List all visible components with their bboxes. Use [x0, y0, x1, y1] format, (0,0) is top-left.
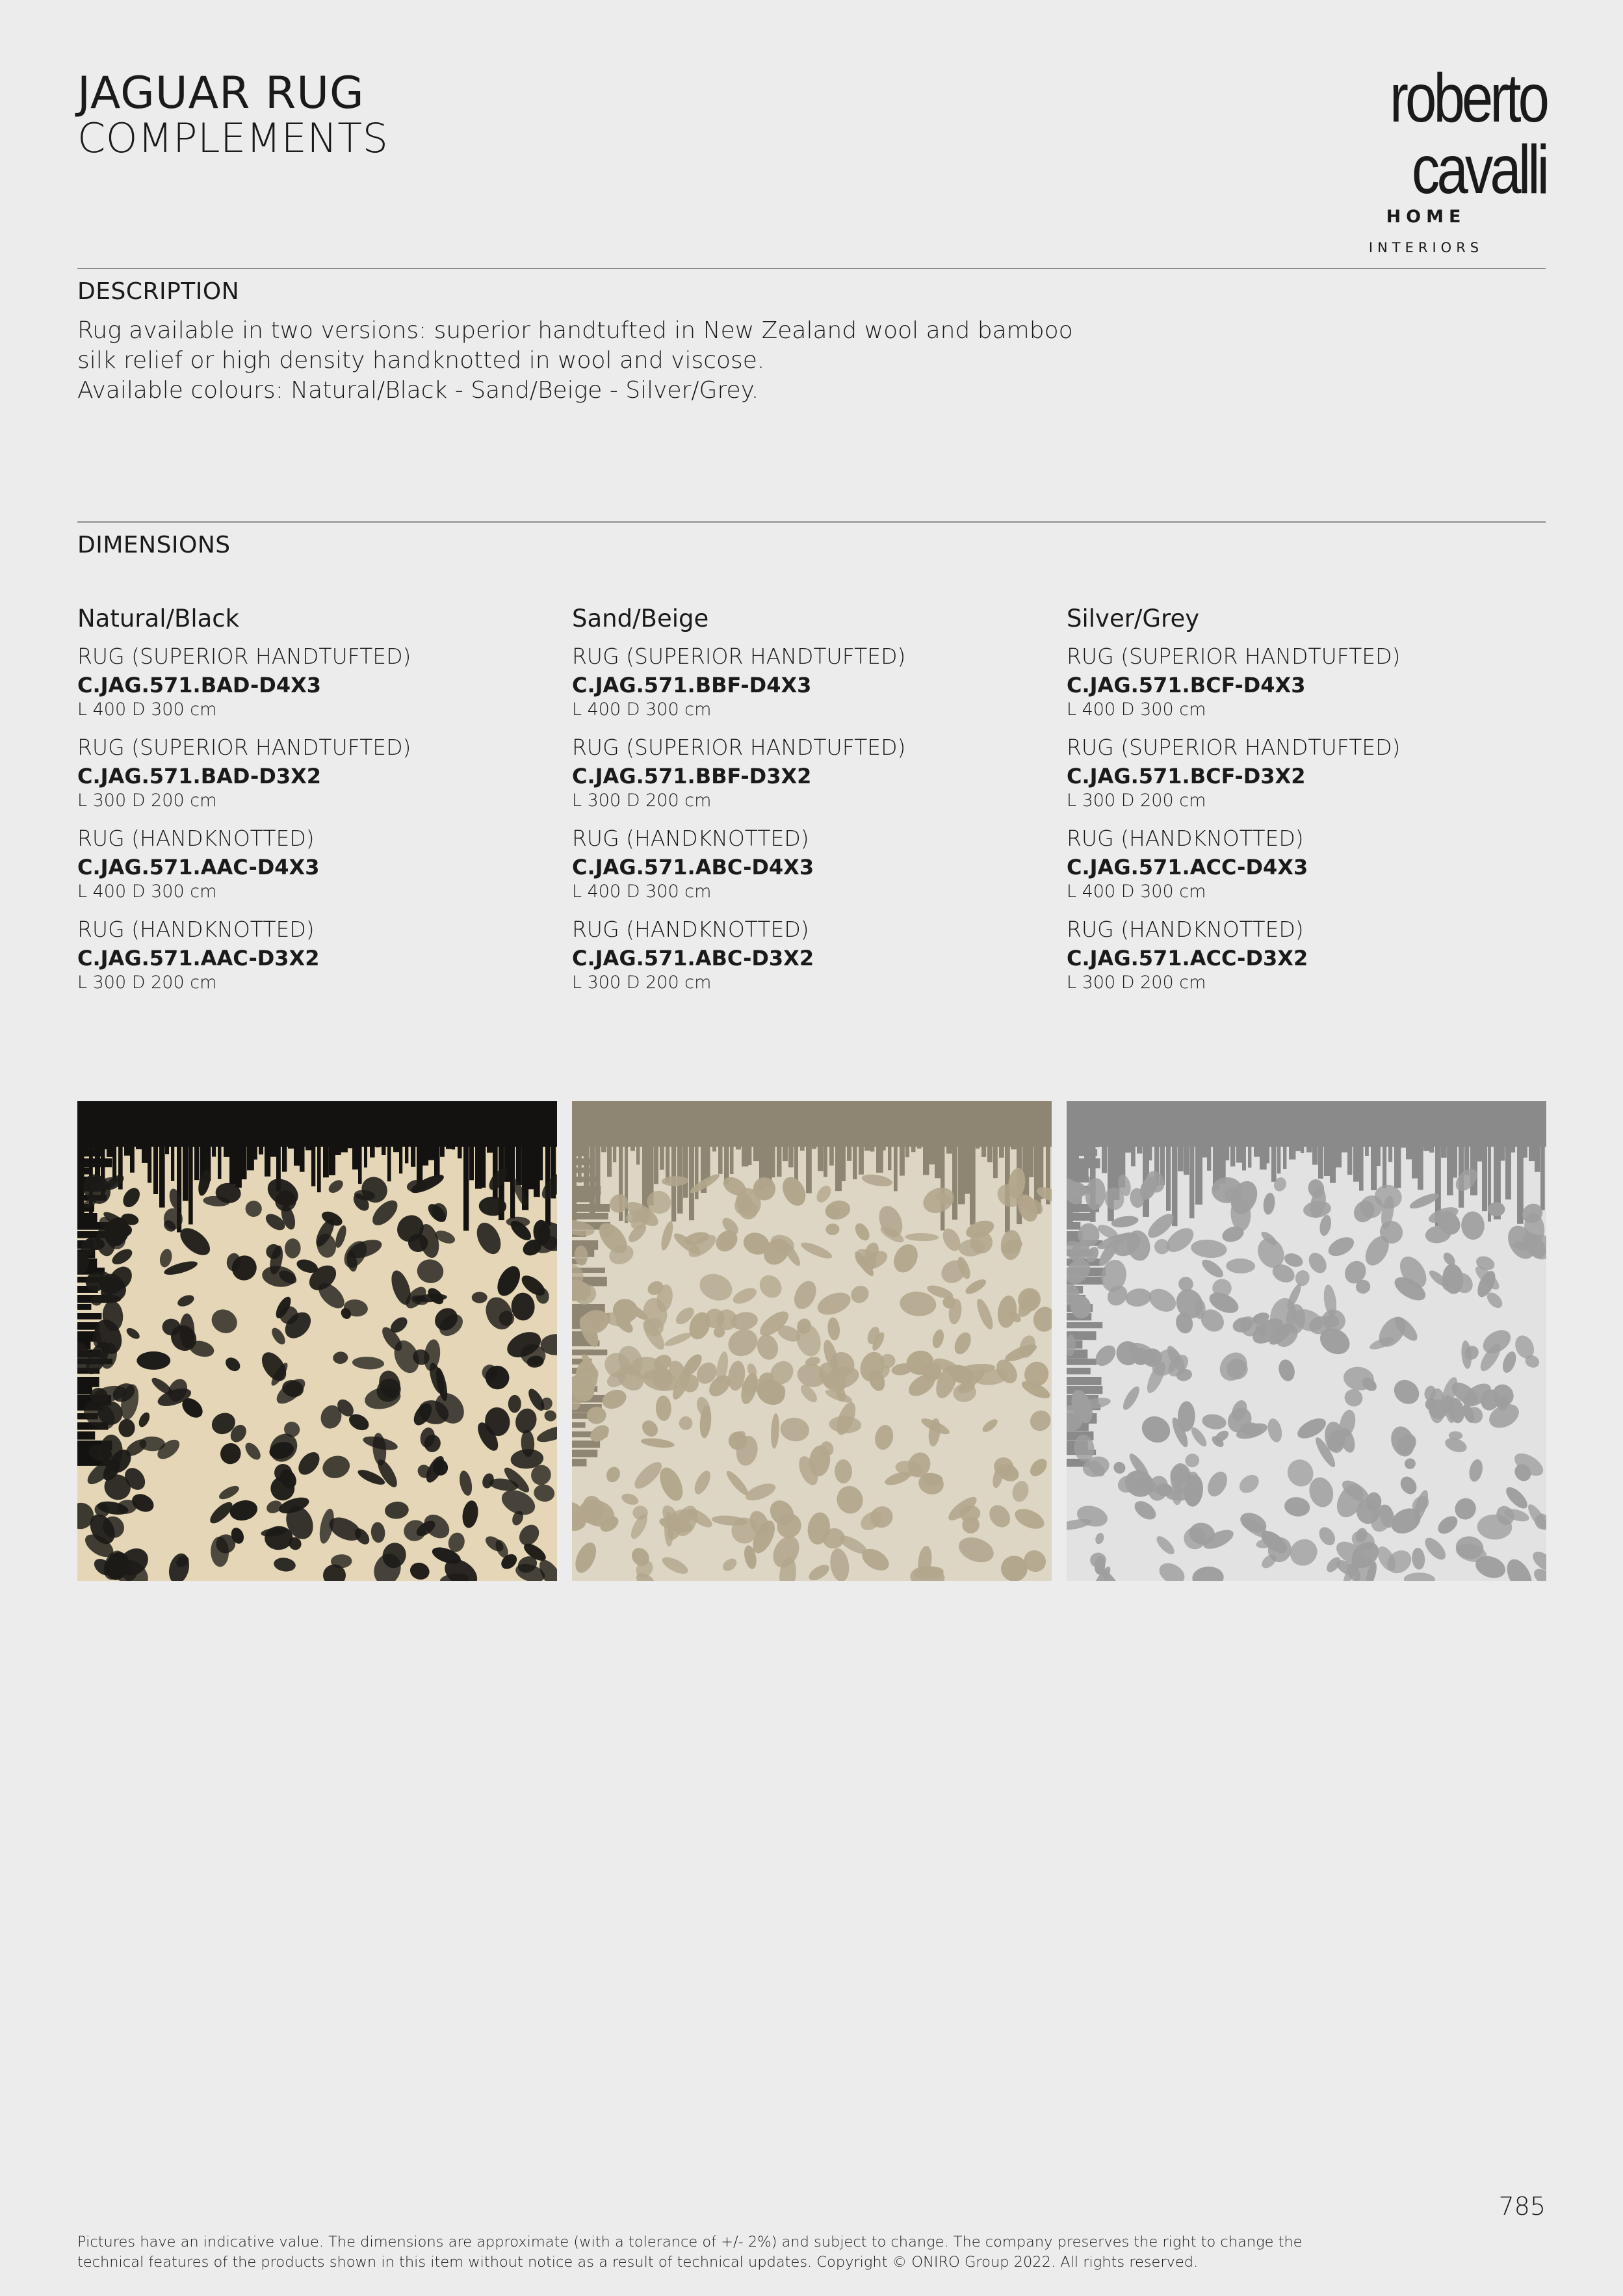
- description-line: silk relief or high density handknotted in wool and viscose.: [77, 347, 765, 374]
- product-code: C.JAG.571.ACC-D4X3: [1067, 855, 1308, 880]
- rug-image-silver-grey: [1067, 1101, 1546, 1581]
- product-size: L 400 D 300 cm: [572, 881, 712, 902]
- product-size: L 300 D 200 cm: [1067, 790, 1206, 811]
- product-type: RUG (SUPERIOR HANDTUFTED): [1067, 735, 1401, 760]
- footer-line: technical features of the products shown in this item without notice as a result of technical updates. Copyright © ONIRO Group 2022. All rights reserved.: [77, 2254, 1199, 2271]
- colorway-heading: Natural/Black: [77, 605, 240, 633]
- product-code: C.JAG.571.BCF-D3X2: [1067, 764, 1306, 789]
- description-line: Rug available in two versions: superior handtufted in New Zealand wool and bamboo: [77, 317, 1073, 344]
- footer-disclaimer: [77, 2232, 1377, 2273]
- product-type: RUG (HANDKNOTTED): [77, 826, 315, 851]
- product-code: C.JAG.571.AAC-D4X3: [77, 855, 320, 880]
- page-subtitle: COMPLEMENTS: [77, 114, 389, 162]
- product-size: L 300 D 200 cm: [77, 972, 217, 993]
- product-size: L 300 D 200 cm: [77, 790, 217, 811]
- product-size: L 300 D 200 cm: [1067, 972, 1206, 993]
- product-type: RUG (HANDKNOTTED): [77, 917, 315, 942]
- product-code: C.JAG.571.BAD-D4X3: [77, 673, 322, 698]
- colorway-heading: Silver/Grey: [1067, 605, 1200, 633]
- product-type: RUG (SUPERIOR HANDTUFTED): [77, 735, 411, 760]
- brand-logo: [1247, 62, 1546, 255]
- product-type: RUG (SUPERIOR HANDTUFTED): [1067, 644, 1401, 669]
- description-heading: DESCRIPTION: [77, 278, 240, 305]
- footer-line: Pictures have an indicative value. The dimensions are approximate (with a tolerance of +/- 2%) and subject to change. The company preserves the right to change the: [77, 2234, 1303, 2250]
- product-item: [1067, 642, 1535, 720]
- product-code: C.JAG.571.ABC-D3X2: [572, 946, 814, 971]
- product-item: [572, 642, 1040, 720]
- product-item: [572, 824, 1040, 902]
- logo-home-text: HOME: [1386, 207, 1466, 227]
- product-item: [77, 915, 545, 993]
- product-code: C.JAG.571.BCF-D4X3: [1067, 673, 1306, 698]
- dimension-column-natural-black: [77, 603, 545, 1006]
- dimension-column-silver-grey: [1067, 603, 1535, 1006]
- page-title: JAGUAR RUG: [77, 68, 365, 119]
- product-item: [77, 642, 545, 720]
- divider-description: [77, 268, 1546, 269]
- product-item: [1067, 733, 1535, 811]
- product-item: [1067, 824, 1535, 902]
- product-size: L 300 D 200 cm: [572, 972, 712, 993]
- product-type: RUG (SUPERIOR HANDTUFTED): [77, 644, 411, 669]
- product-item: [1067, 915, 1535, 993]
- rug-pattern: [572, 1101, 1052, 1581]
- product-type: RUG (HANDKNOTTED): [572, 917, 809, 942]
- dimension-column-sand-beige: [572, 603, 1040, 1006]
- product-size: L 400 D 300 cm: [1067, 699, 1206, 720]
- product-item: [77, 824, 545, 902]
- page-number: 785: [1498, 2192, 1546, 2221]
- rug-image-natural-black: [77, 1101, 557, 1581]
- logo-interiors-text: INTERIORS: [1368, 240, 1484, 255]
- product-type: RUG (HANDKNOTTED): [1067, 917, 1304, 942]
- product-type: RUG (SUPERIOR HANDTUFTED): [572, 735, 906, 760]
- dimensions-heading: DIMENSIONS: [77, 532, 231, 558]
- product-item: [572, 915, 1040, 993]
- rug-pattern: [77, 1101, 557, 1581]
- product-size: L 400 D 300 cm: [572, 699, 712, 720]
- product-item: [572, 733, 1040, 811]
- logo-brand-text: roberto cavalli: [1390, 60, 1546, 208]
- product-code: C.JAG.571.BBF-D3X2: [572, 764, 812, 789]
- rug-image-sand-beige: [572, 1101, 1052, 1581]
- product-size: L 400 D 300 cm: [77, 881, 217, 902]
- description-line: Available colours: Natural/Black - Sand/Beige - Silver/Grey.: [77, 377, 759, 404]
- rug-pattern: [1067, 1101, 1546, 1581]
- product-code: C.JAG.571.BBF-D4X3: [572, 673, 812, 698]
- product-code: C.JAG.571.ACC-D3X2: [1067, 946, 1308, 971]
- divider-dimensions: [77, 521, 1546, 523]
- product-code: C.JAG.571.ABC-D4X3: [572, 855, 814, 880]
- product-type: RUG (HANDKNOTTED): [1067, 826, 1304, 851]
- product-type: RUG (SUPERIOR HANDTUFTED): [572, 644, 906, 669]
- product-type: RUG (HANDKNOTTED): [572, 826, 809, 851]
- product-item: [77, 733, 545, 811]
- colorway-heading: Sand/Beige: [572, 605, 709, 633]
- product-size: L 400 D 300 cm: [1067, 881, 1206, 902]
- product-size: L 300 D 200 cm: [572, 790, 712, 811]
- product-code: C.JAG.571.BAD-D3X2: [77, 764, 322, 789]
- product-code: C.JAG.571.AAC-D3X2: [77, 946, 320, 971]
- description-text: [77, 316, 1150, 406]
- product-size: L 400 D 300 cm: [77, 699, 217, 720]
